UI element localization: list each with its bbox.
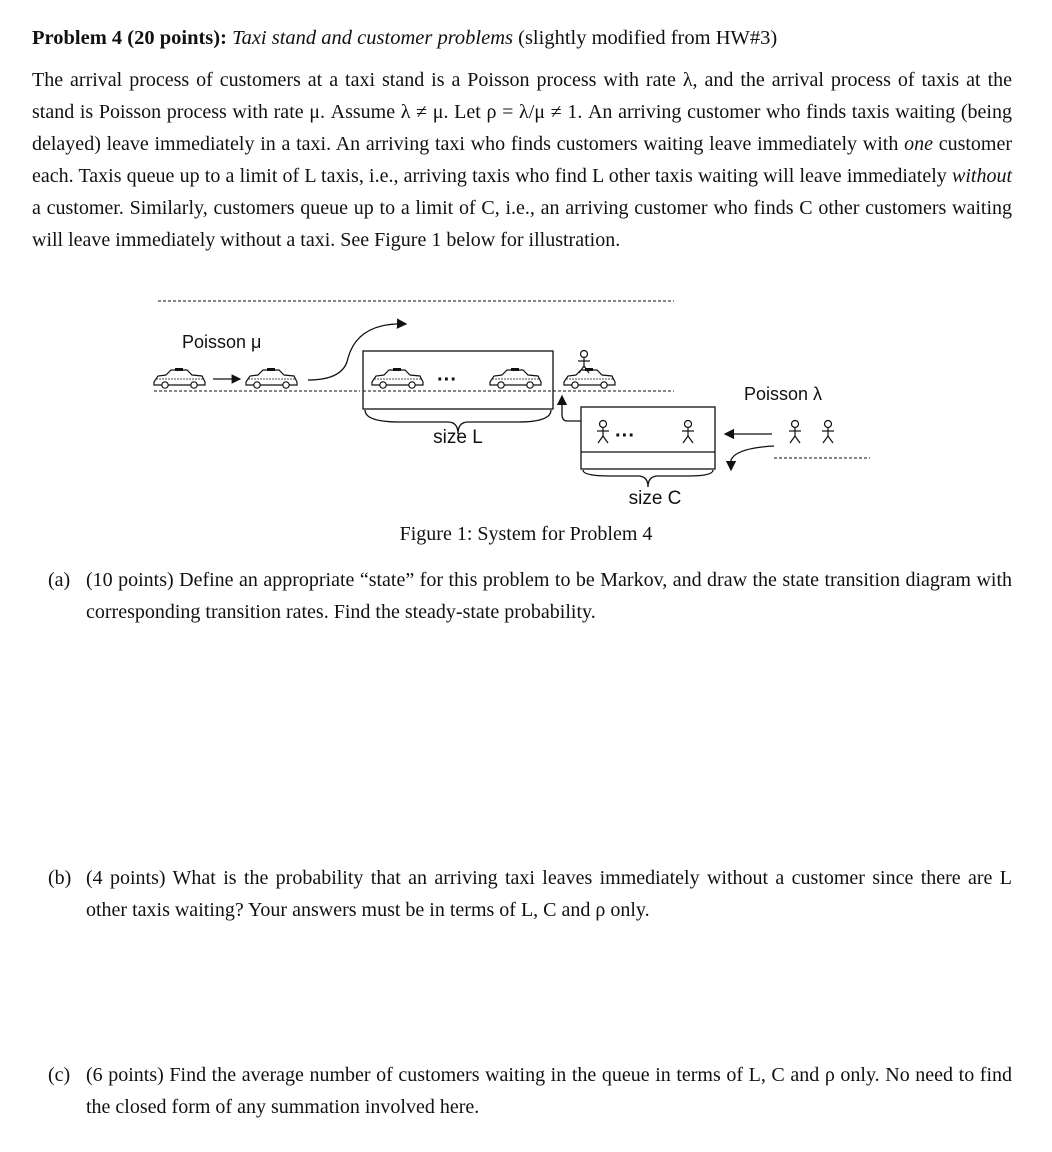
person-icon	[597, 421, 609, 444]
part-b-label: (b)	[48, 867, 72, 889]
taxi-icon	[246, 368, 297, 388]
part-c-text: (6 points) Find the average number of customers waiting in the queue in terms of L, C and ρ only. No need to find the closed form of any summation involved here.	[86, 1064, 1012, 1118]
person-icon	[789, 421, 801, 444]
intro-text-3: a customer. Similarly, customers queue up to a limit of C, i.e., an arriving customer who finds C other customers waiting will leave immediately without a taxi. See Figure 1 below for illustration.	[32, 197, 1012, 251]
part-a-label: (a)	[48, 569, 71, 591]
intro-text-1: The arrival process of customers at a taxi stand is a Poisson process with rate λ, and the arrival process of taxis at the stand is Poisson process with rate μ. Assume λ ≠ μ. Let ρ = λ/μ ≠ 1. An arriving customer who finds taxis waiting (being delayed) leave immediately in a taxi. An arriving taxi who finds customers waiting leave immediately with	[32, 69, 1012, 155]
part-a-text: (10 points) Define an appropriate “state” for this problem to be Markov, and draw the state transition diagram with corresponding transition rates. Find the steady-state probability.	[86, 569, 1012, 623]
problem-title: Taxi stand and customer problems	[232, 27, 513, 49]
taxi-icon	[372, 368, 423, 388]
intro-text-2: customer each. Taxis queue up to a limit of L taxis, i.e., arriving taxis who find L other taxis waiting will leave immediately	[32, 133, 1012, 187]
poisson-mu-label: Poisson μ	[182, 332, 262, 352]
problem-page	[32, 22, 1012, 256]
intro-emphasis-one: one	[904, 133, 933, 155]
taxi-queue-ellipsis: ···	[437, 369, 457, 391]
person-icon	[682, 421, 694, 444]
customer-queue-ellipsis: ···	[615, 425, 635, 447]
taxi-icon	[154, 368, 205, 388]
intro-emphasis-without: without	[951, 165, 1012, 187]
part-b-text: (4 points) What is the probability that an arriving taxi leaves immediately without a customer since there are L other taxis waiting? Your answers must be in terms of L, C and ρ only.	[86, 867, 1012, 921]
person-icon	[822, 421, 834, 444]
size-l-label: size L	[433, 427, 483, 448]
boarding-arrow-icon	[562, 396, 581, 421]
poisson-lambda-label: Poisson λ	[744, 384, 823, 404]
customer-overflow-arrow-icon	[731, 446, 774, 470]
problem-intro	[32, 64, 1012, 256]
taxi-icon	[564, 368, 615, 388]
customer-queue-brace	[583, 470, 713, 487]
taxi-icon	[490, 368, 541, 388]
part-a	[48, 564, 1012, 628]
part-b	[48, 862, 1012, 926]
part-c-label: (c)	[48, 1064, 71, 1086]
system-figure	[140, 288, 880, 518]
problem-note: (slightly modified from HW#3)	[518, 27, 778, 49]
figure-caption: Figure 1: System for Problem 4	[399, 523, 653, 545]
problem-label: Problem 4 (20 points):	[32, 27, 227, 49]
problem-heading	[32, 22, 1012, 54]
size-c-label: size C	[628, 488, 682, 509]
part-c	[48, 1059, 1012, 1123]
